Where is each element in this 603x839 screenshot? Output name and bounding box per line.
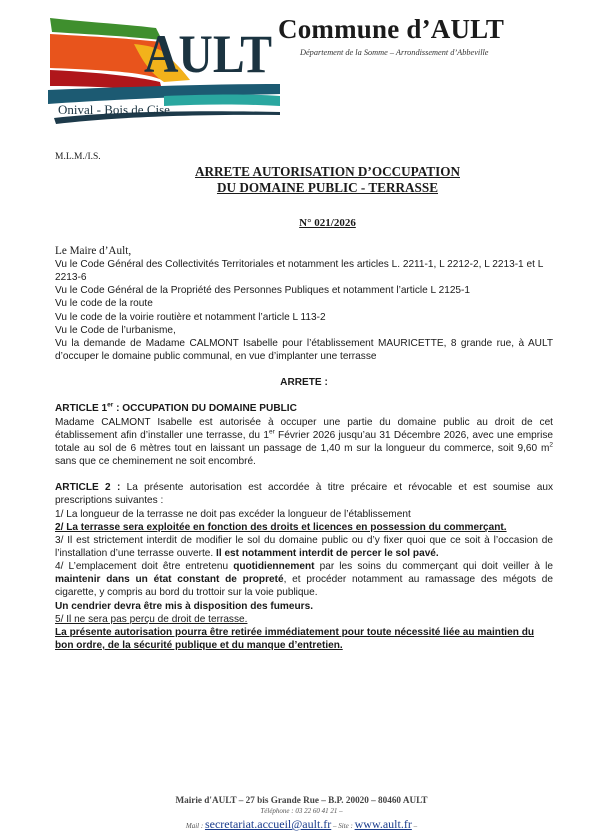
footer-site-label: – Site :: [331, 822, 355, 830]
document-body: [55, 244, 553, 652]
footer-mail-link[interactable]: secretariat.accueil@ault.fr: [204, 817, 332, 831]
logo-tagline: Onival - Bois de Cise: [58, 102, 170, 117]
logo-teal-light-band: [164, 95, 280, 107]
article1-text-c: sans que ce cheminement ne soit encombré.: [55, 456, 256, 468]
article1-text-a: Madame CALMONT Isabelle est autorisée à occuper une partie du domaine public au droit de cet établissement afin d’installer une terrasse, du 1: [55, 416, 553, 441]
footer-site-link[interactable]: www.ault.fr: [354, 817, 412, 831]
document-reference: M.L.M./I.S.: [55, 152, 101, 162]
footer-phone: Téléphone : 03 22 60 41 21 –: [260, 807, 343, 815]
article2-item-4-e: , et procéder notamment au ramassage des mégots de cigarette, y compris au bord du trottoir sur la voie publique.: [55, 574, 553, 599]
vu-item: Vu le code de la route: [55, 298, 153, 310]
commune-subtitle: Département de la Somme – Arrondissement d’Abbeville: [300, 48, 489, 57]
article2-item-5: 5/ Il ne sera pas perçu de droit de terrasse.: [55, 613, 248, 625]
footer-address: Mairie d'AULT – 27 bis Grande Rue – B.P. 20020 – 80460 AULT: [175, 795, 428, 805]
article2-item-4-d: maintenir dans un état constant de propreté: [55, 574, 284, 586]
vu-item: Vu le Code Général de la Propriété des Personnes Publiques et notamment l’article L 2125-1: [55, 285, 471, 297]
vu-item: Vu la demande de Madame CALMONT Isabelle pour l’établissement MAURICETTE, 8 grande rue, à AULT d’occuper le domaine public communal, en vue d’implanter une terrasse: [55, 337, 553, 363]
article2-item-4-a: 4/ L’emplacement doit être entretenu: [55, 561, 234, 573]
footer-trail: –: [411, 822, 418, 830]
article1-heading-sup: er: [107, 402, 114, 410]
article2-item-3-text: 3/ Il est strictement interdit de modifier le sol du domaine public ou d’y fixer quoi que ce soit à l’occasion de l’installation d’une terrasse ouverte.: [55, 534, 553, 559]
arrete-number: N° 021/2026: [299, 217, 356, 229]
article2-item-4: [55, 560, 553, 599]
document-title-line1: ARRETE AUTORISATION D’OCCUPATION: [194, 164, 460, 179]
article1-heading: [55, 402, 553, 415]
footer-mail-label: Mail :: [185, 822, 205, 830]
article1-text-sup2: 2: [549, 441, 553, 449]
article2-intro-text: La présente autorisation est accordée à titre précaire et révocable et est soumise aux prescriptions suivantes :: [55, 482, 553, 507]
vu-item: Vu le Code de l’urbanisme,: [55, 324, 176, 336]
arrete-label: ARRETE :: [280, 377, 328, 389]
article1-heading-suffix: : OCCUPATION DU DOMAINE PUBLIC: [113, 403, 297, 415]
article2-item-3: [55, 534, 553, 560]
article1-heading-prefix: ARTICLE 1: [55, 403, 108, 415]
article1-text-b: Février 2026 jusqu’au 31 Décembre 2026, avec une emprise totale au sol de 6 mètres tout en laissant un passage de 1,40 m sur la longueur du commerce, soit 9,60 m: [55, 429, 554, 454]
logo-ault-text: AULT: [144, 24, 272, 84]
article1-text: [55, 416, 553, 469]
article2-retrait: La présente autorisation pourra être retirée immédiatement pour toute nécessité liée au maintien du bon ordre, de la sécurité publique et du manque d’entretien.: [55, 626, 535, 652]
document-title-line2: DU DOMAINE PUBLIC - TERRASSE: [216, 180, 439, 195]
article2-item-2: 2/ La terrasse sera exploitée en fonction des droits et licences en possession du commerçant.: [55, 521, 507, 533]
ault-logo: [44, 14, 284, 124]
commune-title: Commune d’AULT: [278, 14, 505, 44]
article2-heading: ARTICLE 2 :: [55, 482, 121, 494]
maire-line: Le Maire d’Ault,: [55, 245, 132, 257]
article1-text-sup: er: [268, 428, 275, 436]
article2-item-1: 1/ La longueur de la terrasse ne doit pas excéder la longueur de l’établissement: [55, 508, 411, 520]
article2-intro: [55, 481, 553, 507]
article2-item-4-c: par les soins du commerçant qui doit veiller à le: [314, 561, 553, 573]
article2-item-3-bold: Il est notamment interdit de percer le sol pavé.: [216, 547, 439, 559]
vu-item: Vu le Code Général des Collectivités Territoriales et notamment les articles L. 2211-1, L 2212-2, L 2213-1 et L 2213-6: [55, 259, 543, 284]
article2-item-4-b: quotidiennement: [233, 561, 315, 573]
footer-contact: [0, 817, 603, 832]
vu-item: Vu le code de la voirie routière et notamment l’article L 113-2: [55, 311, 326, 323]
article2-cendrier: Un cendrier devra être mis à disposition des fumeurs.: [55, 600, 314, 612]
